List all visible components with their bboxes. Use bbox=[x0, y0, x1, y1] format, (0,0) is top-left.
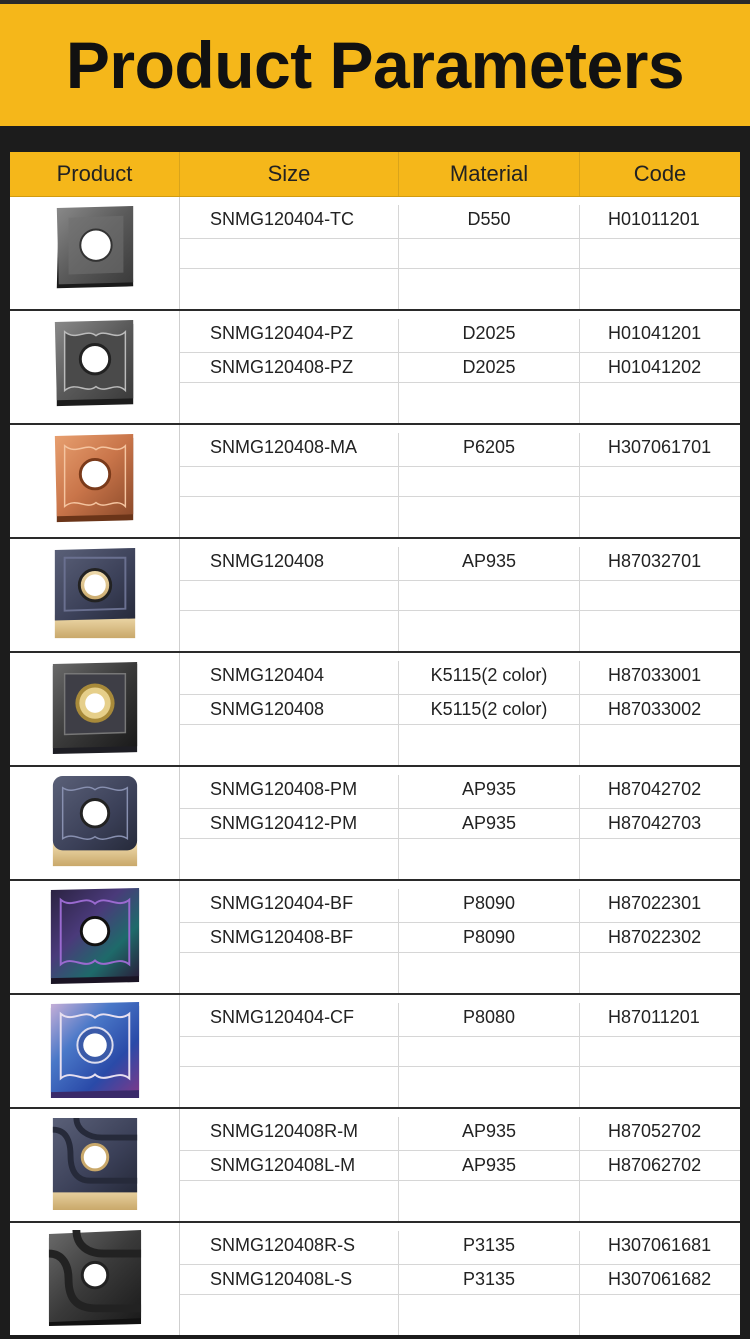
code-cell: H87042703 bbox=[608, 813, 702, 833]
code-cell: H87022302 bbox=[608, 927, 702, 947]
copper-insert-icon bbox=[47, 431, 143, 531]
table-row bbox=[180, 1067, 740, 1107]
grey-square-insert-icon bbox=[47, 203, 143, 303]
code-cell bbox=[580, 383, 740, 423]
table-header bbox=[10, 152, 740, 197]
size-cell bbox=[180, 1037, 399, 1066]
table-row bbox=[180, 581, 740, 611]
black-gold-hole-insert-icon bbox=[47, 659, 143, 759]
material-cell: AP935 bbox=[399, 775, 580, 808]
material-cell bbox=[399, 1295, 580, 1335]
size-cell: SNMG120408-MA bbox=[180, 433, 399, 466]
code-cell bbox=[580, 497, 740, 537]
product-group bbox=[10, 1223, 740, 1335]
size-cell bbox=[180, 269, 399, 309]
size-cell: SNMG120404-BF bbox=[180, 889, 399, 922]
table-row bbox=[180, 1151, 740, 1181]
table-row bbox=[180, 953, 740, 993]
grey-chipbreaker-insert-icon bbox=[47, 317, 143, 417]
table-row bbox=[180, 539, 740, 581]
product-rows bbox=[180, 425, 740, 537]
size-cell bbox=[180, 953, 399, 993]
material-cell bbox=[399, 611, 580, 651]
size-cell: SNMG120408-PZ bbox=[180, 353, 399, 382]
table-row bbox=[180, 197, 740, 239]
size-cell bbox=[180, 1067, 399, 1107]
product-image-cell bbox=[10, 1109, 180, 1221]
product-group bbox=[10, 767, 740, 881]
table-body bbox=[10, 197, 740, 1335]
code-cell: H01041202 bbox=[608, 357, 702, 377]
size-cell bbox=[180, 1295, 399, 1335]
size-cell bbox=[180, 383, 399, 423]
code-cell bbox=[580, 467, 740, 496]
code-cell: H307061681 bbox=[608, 1235, 712, 1255]
product-rows bbox=[180, 881, 740, 993]
product-image-cell bbox=[10, 197, 180, 309]
iridescent-bf-insert-icon bbox=[47, 887, 143, 987]
code-cell bbox=[580, 1037, 740, 1066]
table-row bbox=[180, 695, 740, 725]
code-cell: H87033001 bbox=[608, 665, 702, 685]
material-cell: P8080 bbox=[399, 1003, 580, 1036]
code-cell: H87033002 bbox=[608, 699, 702, 719]
black-rs-insert-icon bbox=[47, 1229, 143, 1329]
table-row bbox=[180, 269, 740, 309]
title-banner bbox=[0, 0, 750, 126]
header-material: Material bbox=[399, 152, 580, 196]
code-cell bbox=[580, 581, 740, 610]
material-cell: AP935 bbox=[399, 1151, 580, 1180]
size-cell: SNMG120408R-M bbox=[180, 1117, 399, 1150]
size-cell bbox=[180, 497, 399, 537]
code-cell: H87052702 bbox=[608, 1121, 702, 1141]
code-cell: H307061682 bbox=[608, 1269, 712, 1289]
material-cell bbox=[399, 497, 580, 537]
material-cell: AP935 bbox=[399, 547, 580, 580]
size-cell: SNMG120408R-S bbox=[180, 1231, 399, 1264]
material-cell: P3135 bbox=[399, 1265, 580, 1294]
size-cell: SNMG120408L-S bbox=[180, 1265, 399, 1294]
table-row bbox=[180, 353, 740, 383]
size-cell bbox=[180, 725, 399, 765]
product-rows bbox=[180, 1109, 740, 1221]
size-cell: SNMG120404 bbox=[180, 661, 399, 694]
material-cell: D2025 bbox=[399, 319, 580, 352]
table-row bbox=[180, 1223, 740, 1265]
size-cell bbox=[180, 839, 399, 879]
code-cell: H87062702 bbox=[608, 1155, 702, 1175]
product-group bbox=[10, 539, 740, 653]
table-row bbox=[180, 725, 740, 765]
product-group bbox=[10, 995, 740, 1109]
code-cell: H01011201 bbox=[608, 209, 700, 229]
size-cell: SNMG120412-PM bbox=[180, 809, 399, 838]
table-row bbox=[180, 497, 740, 537]
material-cell: P6205 bbox=[399, 433, 580, 466]
table-row bbox=[180, 383, 740, 423]
size-cell: SNMG120408-BF bbox=[180, 923, 399, 952]
product-table bbox=[10, 152, 740, 1335]
navy-gold-insert-icon bbox=[47, 545, 143, 645]
code-cell bbox=[580, 725, 740, 765]
table-row bbox=[180, 467, 740, 497]
size-cell: SNMG120404-CF bbox=[180, 1003, 399, 1036]
size-cell: SNMG120404-PZ bbox=[180, 319, 399, 352]
size-cell: SNMG120408 bbox=[180, 547, 399, 580]
material-cell bbox=[399, 1067, 580, 1107]
page-title: Product Parameters bbox=[65, 28, 685, 102]
navy-pm-insert-icon bbox=[47, 773, 143, 873]
product-image-cell bbox=[10, 425, 180, 537]
table-row bbox=[180, 995, 740, 1037]
product-image-cell bbox=[10, 539, 180, 651]
product-rows bbox=[180, 1223, 740, 1335]
product-group bbox=[10, 1109, 740, 1223]
product-group bbox=[10, 653, 740, 767]
table-row bbox=[180, 767, 740, 809]
code-cell bbox=[580, 1067, 740, 1107]
table-row bbox=[180, 1181, 740, 1221]
table-row bbox=[180, 1295, 740, 1335]
material-cell bbox=[399, 1181, 580, 1221]
table-row bbox=[180, 1109, 740, 1151]
code-cell bbox=[580, 1181, 740, 1221]
material-cell: K5115(2 color) bbox=[399, 695, 580, 724]
material-cell bbox=[399, 383, 580, 423]
size-cell: SNMG120408L-M bbox=[180, 1151, 399, 1180]
size-cell bbox=[180, 239, 399, 268]
material-cell bbox=[399, 269, 580, 309]
header-code: Code bbox=[633, 161, 687, 186]
code-cell bbox=[580, 611, 740, 651]
code-cell: H307061701 bbox=[608, 437, 712, 457]
navy-rm-insert-icon bbox=[47, 1115, 143, 1215]
product-rows bbox=[180, 539, 740, 651]
material-cell bbox=[399, 725, 580, 765]
header-product: Product bbox=[10, 152, 180, 196]
product-group bbox=[10, 881, 740, 995]
product-rows bbox=[180, 995, 740, 1107]
size-cell bbox=[180, 581, 399, 610]
size-cell: SNMG120408 bbox=[180, 695, 399, 724]
material-cell bbox=[399, 581, 580, 610]
material-cell bbox=[399, 239, 580, 268]
product-group bbox=[10, 425, 740, 539]
size-cell: SNMG120408-PM bbox=[180, 775, 399, 808]
code-cell bbox=[580, 239, 740, 268]
table-row bbox=[180, 611, 740, 651]
code-cell: H87011201 bbox=[608, 1007, 700, 1027]
code-cell bbox=[580, 953, 740, 993]
product-image-cell bbox=[10, 767, 180, 879]
material-cell bbox=[399, 1037, 580, 1066]
product-image-cell bbox=[10, 1223, 180, 1335]
material-cell: K5115(2 color) bbox=[399, 661, 580, 694]
header-size: Size bbox=[180, 152, 399, 196]
size-cell bbox=[180, 1181, 399, 1221]
size-cell bbox=[180, 467, 399, 496]
code-cell bbox=[580, 1295, 740, 1335]
material-cell: P8090 bbox=[399, 923, 580, 952]
material-cell: AP935 bbox=[399, 809, 580, 838]
rainbow-cf-insert-icon bbox=[47, 1001, 143, 1101]
product-image-cell bbox=[10, 653, 180, 765]
table-row bbox=[180, 311, 740, 353]
table-row bbox=[180, 653, 740, 695]
material-cell: P8090 bbox=[399, 889, 580, 922]
product-rows bbox=[180, 311, 740, 423]
product-image-cell bbox=[10, 881, 180, 993]
material-cell: AP935 bbox=[399, 1117, 580, 1150]
code-cell: H87022301 bbox=[608, 893, 702, 913]
material-cell bbox=[399, 953, 580, 993]
product-group bbox=[10, 197, 740, 311]
table-row bbox=[180, 809, 740, 839]
product-rows bbox=[180, 767, 740, 879]
code-cell bbox=[580, 839, 740, 879]
material-cell: D550 bbox=[399, 205, 580, 238]
code-cell: H01041201 bbox=[608, 323, 702, 343]
table-row bbox=[180, 839, 740, 879]
code-cell: H87042702 bbox=[608, 779, 702, 799]
table-row bbox=[180, 1265, 740, 1295]
product-image-cell bbox=[10, 311, 180, 423]
material-cell: P3135 bbox=[399, 1231, 580, 1264]
material-cell: D2025 bbox=[399, 353, 580, 382]
material-cell bbox=[399, 839, 580, 879]
product-image-cell bbox=[10, 995, 180, 1107]
table-row bbox=[180, 923, 740, 953]
code-cell: H87032701 bbox=[608, 551, 702, 571]
table-row bbox=[180, 1037, 740, 1067]
material-cell bbox=[399, 467, 580, 496]
table-row bbox=[180, 239, 740, 269]
product-rows bbox=[180, 197, 740, 309]
code-cell bbox=[580, 269, 740, 309]
table-row bbox=[180, 881, 740, 923]
product-rows bbox=[180, 653, 740, 765]
size-cell bbox=[180, 611, 399, 651]
product-group bbox=[10, 311, 740, 425]
table-row bbox=[180, 425, 740, 467]
size-cell: SNMG120404-TC bbox=[180, 205, 399, 238]
